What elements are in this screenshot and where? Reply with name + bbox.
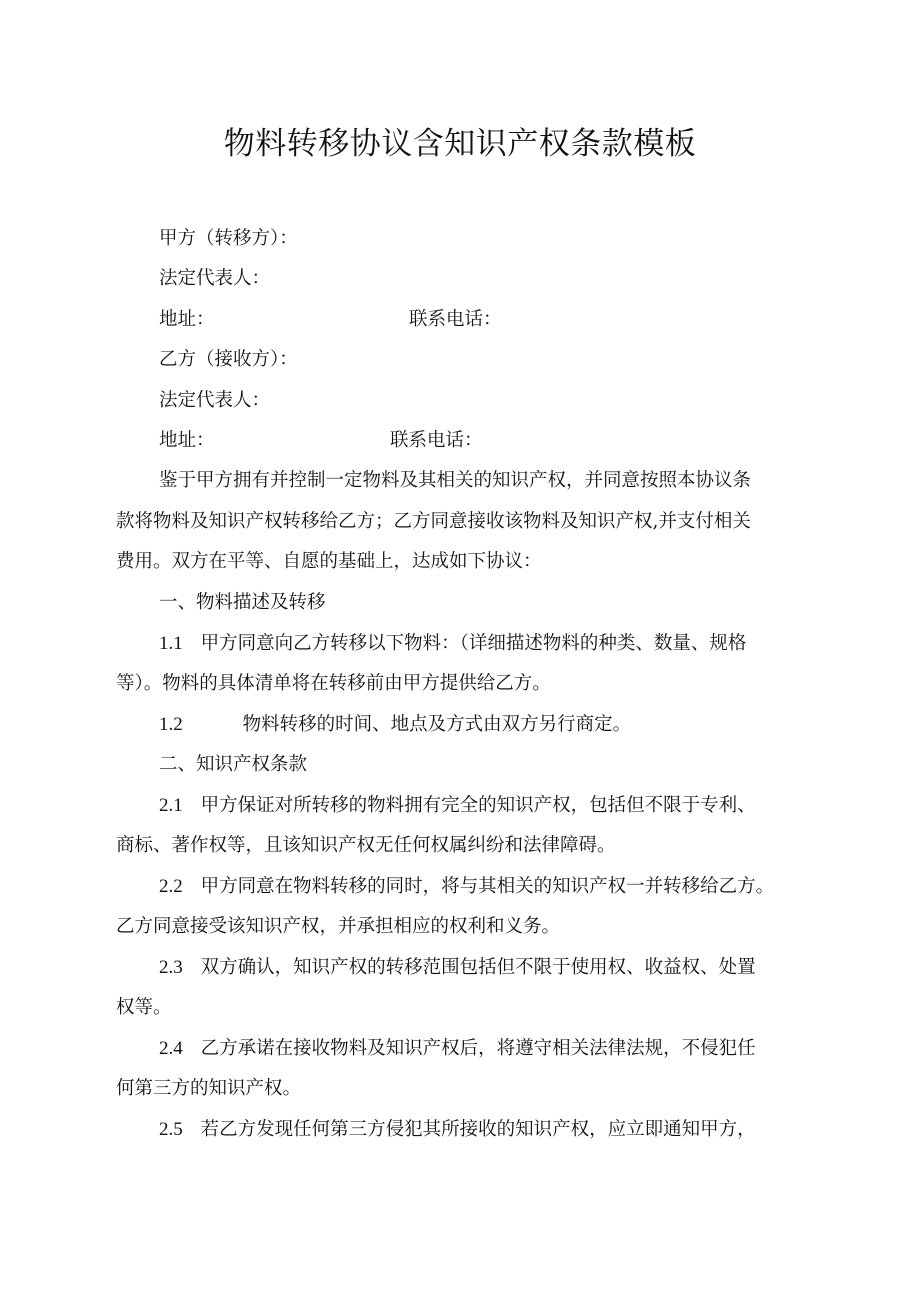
clause-text: 甲方同意向乙方转移以下物料：（详细描述物料的种类、数量、规格 — [200, 633, 747, 654]
clause-text: 乙方承诺在接收物料及知识产权后，将遵守相关法律法规，不侵犯任 — [200, 1038, 756, 1059]
clause-1-2 — [159, 712, 631, 738]
clause-text: 等）。物料的具体清单将在转移前由甲方提供给乙方。 — [116, 673, 551, 694]
party-b-address-label: 地址： — [159, 430, 215, 451]
clause-text: 乙方同意接受该知识产权，并承担相应的权利和义务。 — [116, 916, 561, 937]
party-b-phone-label: 联系电话： — [390, 430, 483, 451]
clause-2-1 — [159, 793, 756, 819]
clause-1-1 — [159, 631, 746, 657]
clause-number: 2.5 — [159, 1119, 183, 1140]
clause-text: 物料转移的时间、地点及方式由双方另行商定。 — [242, 714, 632, 735]
clause-2-5 — [159, 1117, 756, 1143]
preamble-line: 鉴于甲方拥有并控制一定物料及其相关的知识产权，并同意按照本协议条 — [159, 470, 752, 491]
clause-2-2 — [159, 874, 774, 900]
preamble-line: 费用。双方在平等、自愿的基础上，达成如下协议： — [116, 551, 542, 572]
clause-number: 1.2 — [159, 714, 183, 735]
clause-number: 2.3 — [159, 957, 183, 978]
clause-text: 若乙方发现任何第三方侵犯其所接收的知识产权，应立即通知甲方， — [200, 1119, 756, 1140]
party-a-address-label: 地址： — [159, 309, 215, 330]
clause-text: 双方确认，知识产权的转移范围包括但不限于使用权、收益权、处置 — [200, 957, 756, 978]
clause-text: 甲方保证对所转移的物料拥有完全的知识产权，包括但不限于专利、 — [200, 795, 756, 816]
clause-2-4 — [159, 1036, 756, 1062]
clause-number: 1.1 — [159, 633, 183, 654]
clause-text: 权等。 — [116, 997, 172, 1018]
clause-number: 2.4 — [159, 1038, 183, 1059]
party-a-phone-label: 联系电话： — [409, 309, 502, 330]
party-b-label: 乙方（接收方）： — [159, 349, 298, 370]
clause-number: 2.2 — [159, 876, 183, 897]
party-a-rep-label: 法定代表人： — [159, 268, 271, 289]
section-heading: 一、物料描述及转移 — [159, 592, 326, 613]
section-heading: 二、知识产权条款 — [159, 754, 308, 775]
clause-2-3 — [159, 955, 756, 981]
clause-number: 2.1 — [159, 795, 183, 816]
preamble-line: 款将物料及知识产权转移给乙方；乙方同意接收该物料及知识产权,并支付相关 — [116, 511, 751, 532]
clause-text: 何第三方的知识产权。 — [116, 1078, 302, 1099]
clause-text: 商标、著作权等，且该知识产权无任何权属纠纷和法律障碍。 — [116, 835, 616, 856]
party-a-label: 甲方（转移方）： — [159, 228, 298, 249]
clause-text: 甲方同意在物料转移的同时，将与其相关的知识产权一并转移给乙方。 — [200, 876, 775, 897]
document-title: 物料转移协议含知识产权条款模板 — [223, 126, 697, 162]
party-b-rep-label: 法定代表人： — [159, 390, 271, 411]
